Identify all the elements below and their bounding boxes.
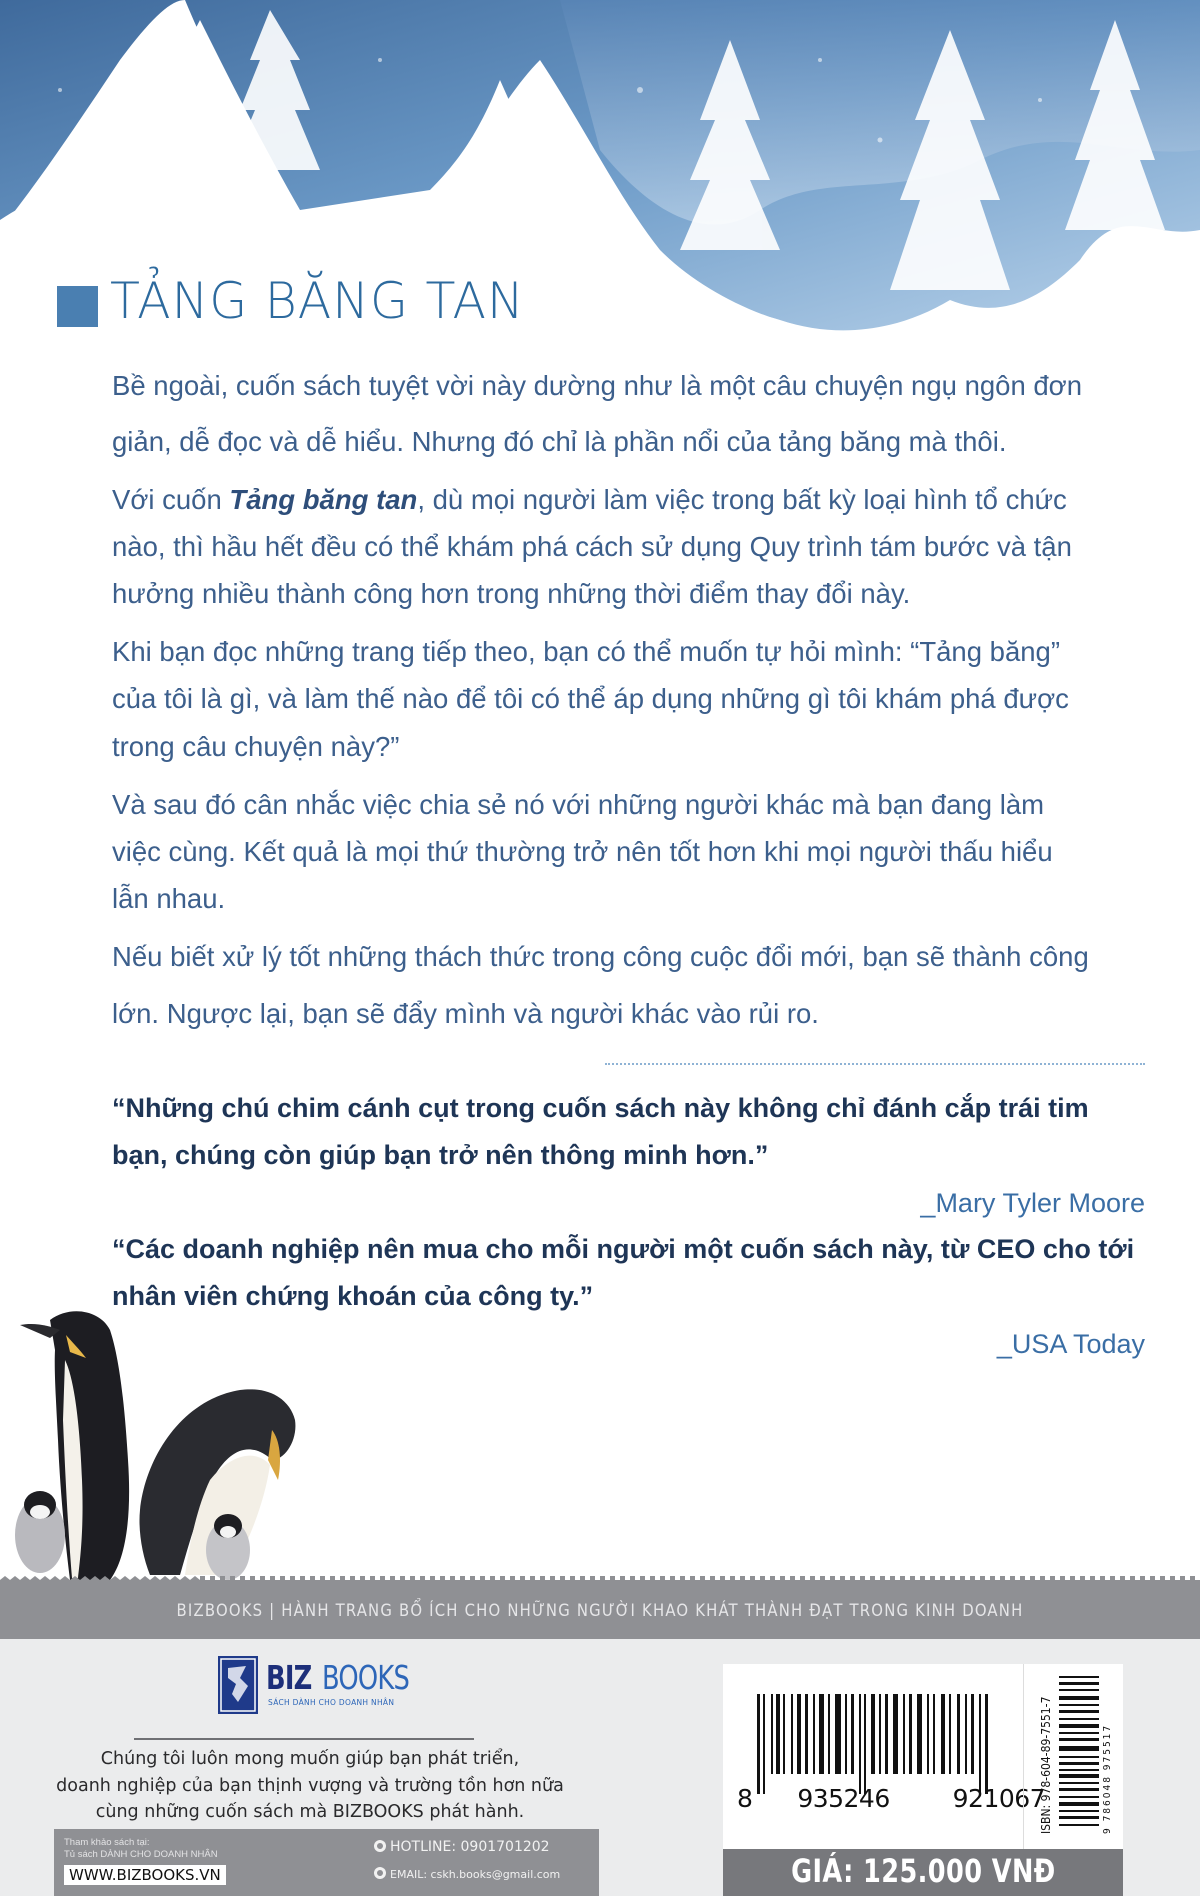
quote-line: nhân viên chứng khoán của công ty.” <box>112 1281 594 1311</box>
hotline-text: HOTLINE: 0901701202 <box>390 1839 550 1855</box>
logo-biz-text: BIZ <box>266 1658 312 1697</box>
paragraph-line: Bề ngoài, cuốn sách tuyệt vời này dường như là một câu chuyện ngụ ngôn đơn <box>112 370 1083 401</box>
section-title: TẢNG BĂNG TAN <box>110 272 525 330</box>
paragraph-line: Nếu biết xử lý tốt những thách thức trong công cuộc đổi mới, bạn sẽ thành công <box>112 941 1089 972</box>
paragraph-line: Và sau đó cân nhắc việc chia sẻ nó với những người khác mà bạn đang làm <box>112 789 1045 820</box>
paragraph-line: hưởng nhiều thành công hơn trong những thời điểm thay đổi này. <box>112 578 911 609</box>
paragraph-line: giản, dễ đọc và dễ hiểu. Nhưng đó chỉ là phần nổi của tảng băng mà thôi. <box>112 426 1007 457</box>
dotted-divider <box>605 1063 1145 1065</box>
quote-line: bạn, chúng còn giúp bạn trở nên thông minh hơn.” <box>112 1140 769 1170</box>
quote-attribution-2: _USA Today <box>996 1329 1145 1359</box>
quote-attribution-1: _Mary Tyler Moore <box>920 1188 1145 1218</box>
email-icon <box>374 1867 386 1879</box>
paragraph-text: , dù mọi người làm việc trong bất kỳ loại hình tổ chức <box>417 484 1067 515</box>
logo-mark-icon <box>218 1656 258 1714</box>
email-text: EMAIL: cskh.books@gmail.com <box>390 1868 561 1881</box>
phone-icon <box>374 1840 386 1852</box>
barcode-box <box>723 1664 1123 1849</box>
contact-box <box>54 1829 599 1896</box>
logo-subtitle: SÁCH DÀNH CHO DOANH NHÂN <box>268 1698 395 1707</box>
isbn-digits: 9 786048 975517 <box>1102 1723 1113 1834</box>
tagline-line: cùng những cuốn sách mà BIZBOOKS phát hành. <box>95 1802 525 1822</box>
logo-figure-icon <box>218 1656 258 1714</box>
tagline-line: Chúng tôi luôn mong muốn giúp bạn phát triển, <box>100 1749 520 1769</box>
paragraph-line: việc cùng. Kết quả là mọi thứ thường trở nên tốt hơn khi mọi người thấu hiểu <box>112 836 1053 867</box>
penguins-illustration <box>10 1290 340 1590</box>
ean-left-group: 935246 <box>797 1784 890 1813</box>
email <box>374 1867 560 1881</box>
reference-shelf: Tủ sách DÀNH CHO DOANH NHÂN <box>64 1849 218 1860</box>
paragraph-line: lớn. Ngược lại, bạn sẽ đẩy mình và người khác vào rủi ro. <box>112 998 819 1029</box>
paragraph-text: Với cuốn <box>112 484 230 515</box>
logo-books-text: BOOKS <box>322 1658 410 1697</box>
paragraph-line: Khi bạn đọc những trang tiếp theo, bạn có thể muốn tự hỏi mình: “Tảng băng” <box>112 636 1060 667</box>
tagline-line: doanh nghiệp của bạn thịnh vượng và trường tồn hơn nữa <box>56 1775 564 1796</box>
quote-line: “Các doanh nghiệp nên mua cho mỗi người một cuốn sách này, từ CEO cho tới <box>112 1234 1135 1264</box>
ean-right-group: 921067 <box>952 1784 1046 1813</box>
price-label: GIÁ: 125.000 VNĐ <box>790 1852 1056 1890</box>
isbn-label: ISBN: 978-604-89-7551-7 <box>1039 1696 1053 1834</box>
isbn-barcode <box>1023 1664 1124 1849</box>
logo-divider <box>134 1738 474 1740</box>
paragraph-line: lẫn nhau. <box>112 883 226 914</box>
paragraph-line: nào, thì hầu hết đều có thể khám phá cách sử dụng Quy trình tám bước và tận <box>112 531 1072 562</box>
bizbooks-logo <box>218 1656 408 1714</box>
price-bar <box>723 1849 1123 1896</box>
quote-line: “Những chú chim cánh cụt trong cuốn sách này không chỉ đánh cắp trái tim <box>112 1093 1089 1123</box>
ean-number <box>737 1784 1045 1813</box>
paragraph-line <box>112 484 1067 516</box>
paragraph-line: trong câu chuyện này?” <box>112 731 400 762</box>
title-square-marker <box>57 286 98 327</box>
website-link[interactable]: WWW.BIZBOOKS.VN <box>64 1865 226 1885</box>
ean-barcode <box>733 1694 1018 1844</box>
ean-first-digit: 8 <box>737 1784 753 1813</box>
paragraph-line: của tôi là gì, và làm thế nào để tôi có thể áp dụng những gì tôi khám phá được <box>112 683 1069 714</box>
publisher-tagline <box>30 1746 590 1826</box>
book-title-emphasis: Tảng băng tan <box>229 484 418 515</box>
reference-label: Tham khảo sách tại: <box>64 1837 150 1848</box>
motto-text: BIZBOOKS | HÀNH TRANG BỔ ÍCH CHO NHỮNG NGƯỜI KHAO KHÁT THÀNH ĐẠT TRONG KINH DOANH <box>176 1601 1024 1620</box>
isbn-bars <box>1059 1674 1099 1834</box>
hotline <box>374 1839 550 1855</box>
